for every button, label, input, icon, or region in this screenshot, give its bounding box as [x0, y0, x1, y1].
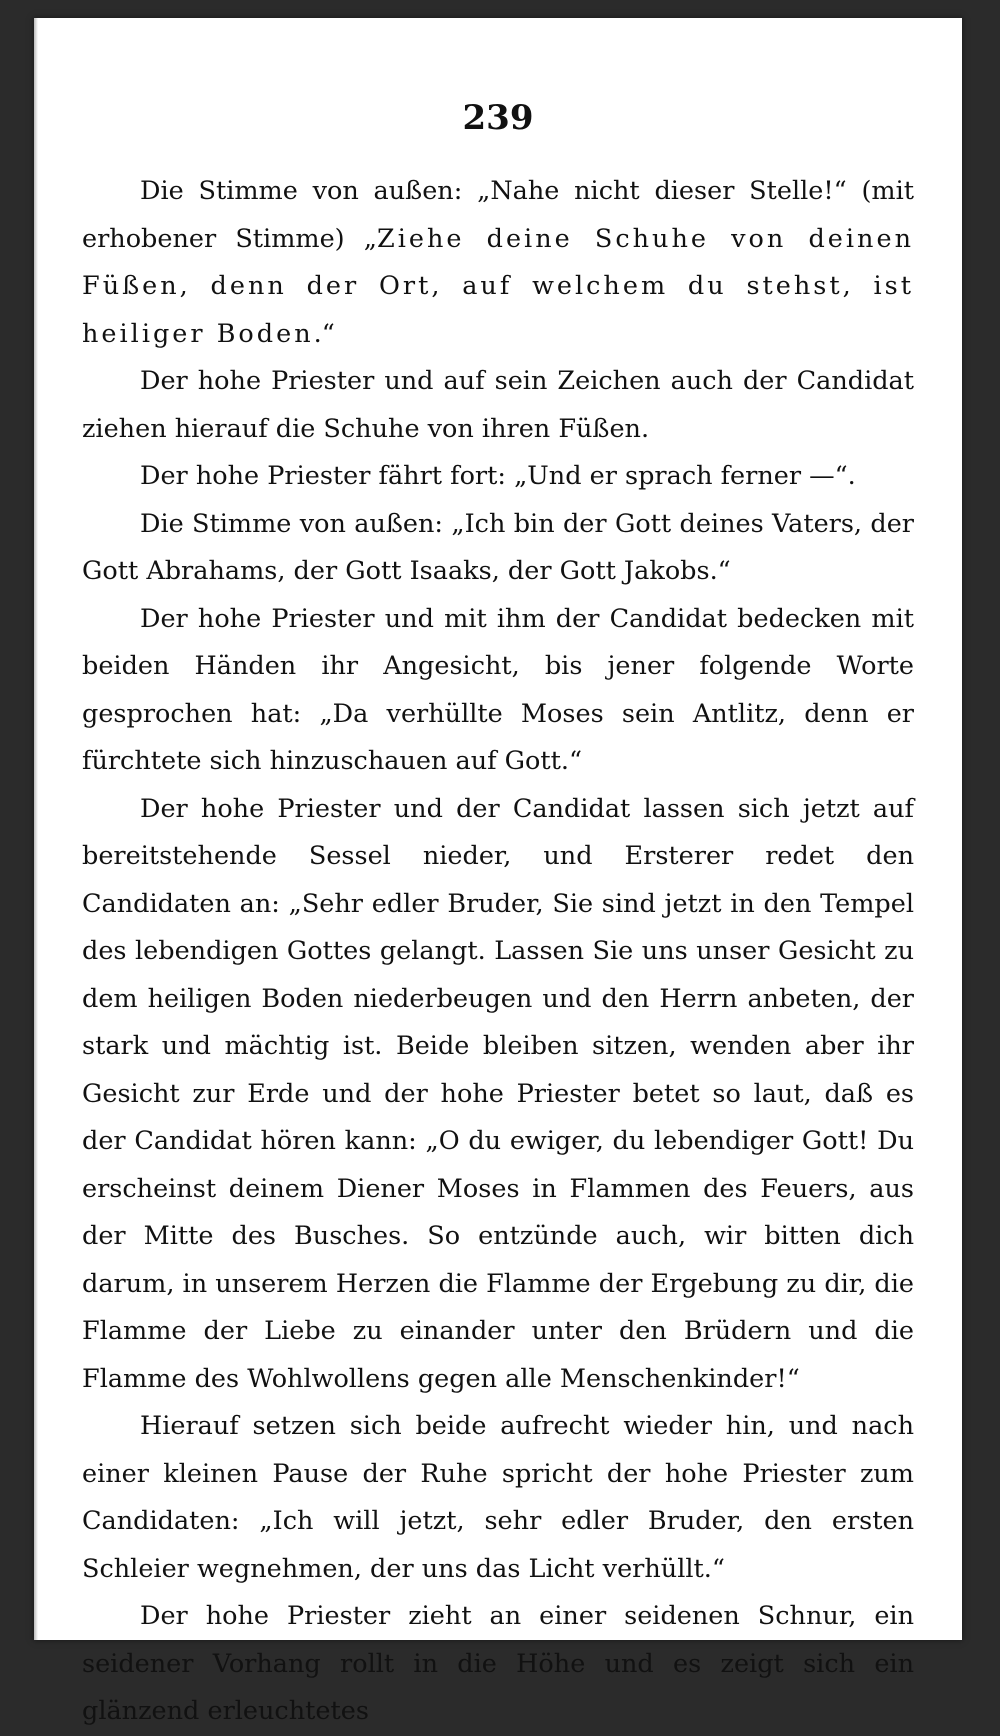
text-run: Der hohe Priester und auf sein Zeichen auch der Candidat ziehen hierauf die Schuhe von ihren Füßen.	[82, 366, 914, 444]
book-page	[34, 18, 962, 1726]
paragraph	[82, 358, 914, 453]
paragraph	[82, 1593, 914, 1736]
page-edge	[34, 18, 38, 1640]
text-run: Der hohe Priester und der Candidat lassen sich jetzt auf bereitstehende Sessel nieder, und Ersterer redet den Candidaten an: „Sehr edler Bruder, Sie sind jetzt in den Tempel des lebendigen Gottes gelangt. Lassen Sie uns unser Gesicht zu dem heiligen Boden niederbeugen und den Herrn anbeten, der stark und mächtig ist. Beide bleiben sitzen, wenden aber ihr Gesicht zur Erde und der hohe Priester betet so laut, daß es der Candidat hören kann: „O du ewiger, du lebendiger Gott! Du erscheinst deinem Diener Moses in Flammen des Feuers, aus der Mitte des Busches. So entzünde auch, wir bitten dich darum, in unserem Herzen die Flamme der Ergebung zu dir, die Flamme der Liebe zu einander unter den Brüdern und die Flamme des Wohlwollens gegen alle Menschenkinder!“	[82, 793, 914, 1394]
paragraph	[82, 1403, 914, 1593]
text-run: Der hohe Priester und mit ihm der Candidat bedecken mit beiden Händen ihr Angesicht, bis jener folgende Worte gesprochen hat: „Da verhüllte Moses sein Antlitz, denn er fürchtete sich hinzuschauen auf Gott.“	[82, 603, 914, 776]
page-number: 239	[462, 98, 534, 138]
body-text	[82, 168, 914, 1736]
paragraph	[82, 596, 914, 786]
paragraph	[82, 168, 914, 358]
text-run: Hierauf setzen sich beide aufrecht wieder hin, und nach einer kleinen Pause der Ruhe spricht der hohe Priester zum Candidaten: „Ich will jetzt, sehr edler Bruder, den ersten Schleier wegnehmen, der uns das Licht verhüllt.“	[82, 1411, 914, 1584]
paragraph	[82, 786, 914, 1404]
text-run: Der hohe Priester zieht an einer seidenen Schnur, ein seidener Vorhang rollt in die Höhe und es zeigt sich ein glänzend erleuchtetes	[82, 1601, 914, 1726]
text-run: Der hohe Priester fährt fort: „Und er sprach ferner —“.	[140, 461, 856, 491]
spaced-text-run: Ziehe deine Schuhe von deinen Füßen, denn der Ort, auf welchem du stehst, ist heiliger Boden	[82, 223, 914, 349]
text-run: Die Stimme von außen: „Nahe nicht dieser Stelle!“ (mit erhobener Stimme) „	[82, 176, 914, 254]
text-run: Die Stimme von außen: „Ich bin der Gott deines Vaters, der Gott Abrahams, der Gott Isaaks, der Gott Jakobs.“	[82, 508, 914, 586]
paragraph	[82, 501, 914, 596]
text-run: .“	[313, 318, 335, 349]
paragraph	[82, 453, 914, 501]
